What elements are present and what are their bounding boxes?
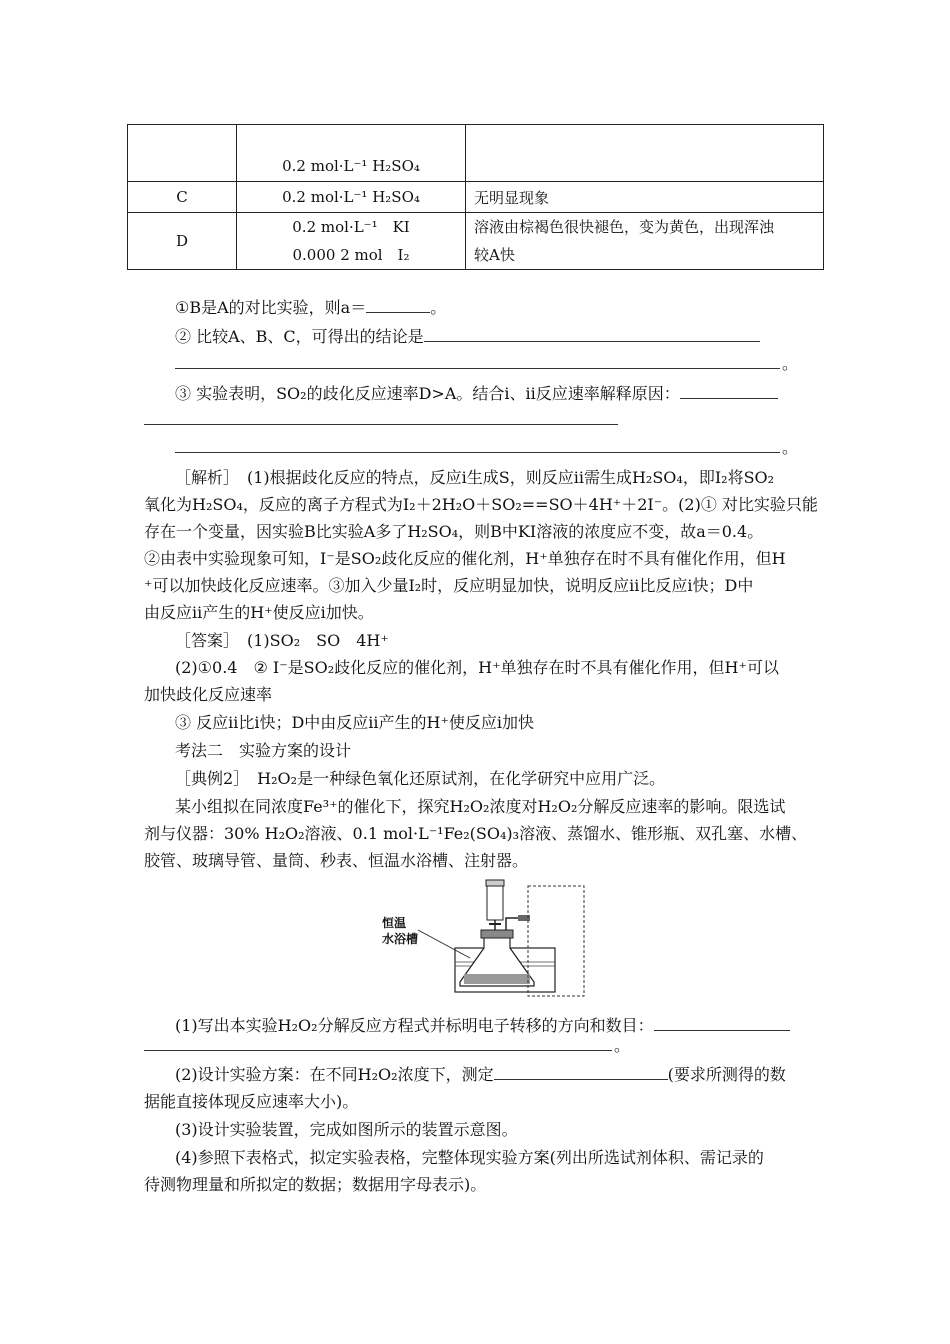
answer-line-text: (2)①0.4 ② I⁻是SO₂歧化反应的催化剂，H⁺单独存在时不具有催化作用，但H⁺可以 [175,658,779,677]
analysis-line: 存在一个变量，因实验B比实验A多了H₂SO₄，则B中KI溶液的浓度应不变，故a＝0.4。 [144,522,764,541]
question-text: (要求所测得的数 [667,1065,786,1084]
row-label: C [128,182,237,213]
answer-blank[interactable] [366,294,430,313]
example-line: ［典例2］ H₂O₂是一种绿色氧化还原试剂，在化学研究中应用广泛。 [175,769,666,788]
answer-line-text: 加快歧化反应速率 [144,685,273,704]
answer-line[interactable] [175,452,780,453]
answer-blank[interactable] [424,323,760,342]
period: 。 [782,354,799,373]
liquid [464,974,530,984]
reagent-cell [237,213,466,270]
question-text: ② 比较A、B、C，可得出的结论是 [175,327,424,346]
reagent-text: 0.2 mol·L⁻¹ H₂SO₄ [282,188,420,206]
analysis-line: 由反应ⅱ产生的H⁺使反应ⅰ加快。 [144,603,374,622]
example-line: 胶管、玻璃导管、量筒、秒表、恒温水浴槽、注射器。 [144,851,529,870]
part-3: (3)设计实验装置，完成如图所示的装置示意图。 [175,1120,518,1139]
part-2 [175,1061,786,1089]
answer-line[interactable] [175,368,780,369]
dashed-box [528,886,584,996]
label-text: 水浴槽 [382,932,419,946]
question-text: (2)设计实验方案：在不同H₂O₂浓度下，测定 [175,1065,494,1084]
question-1 [175,294,446,322]
section-heading: 考法二 实验方案的设计 [175,741,352,760]
experiment-table [127,124,824,270]
answer-line[interactable] [144,1050,612,1051]
answer-line-text: ③ 反应ⅱ比ⅰ快；D中由反应ⅱ产生的H⁺使反应ⅰ加快 [175,713,535,732]
table-row [128,213,824,270]
row-label [128,125,237,182]
table-row [128,182,824,213]
question-2 [175,323,760,351]
question-text: 据能直接体现反应速率大小)。 [144,1092,359,1111]
question-text: ③ 实验表明，SO₂的歧化反应速率D>A。结合ⅰ、ⅱ反应速率解释原因： [175,384,680,403]
phenomenon-text: 较A快 [474,246,515,264]
period: 。 [614,1036,631,1055]
reagent-text: 0.2 mol·L⁻¹ H₂SO₄ [282,157,420,175]
question-text: ①B是A的对比实验，则a＝ [175,298,367,317]
analysis-line: ⁺可以加快歧化反应速率。③加入少量I₂时，反应明显加快，说明反应ⅱ比反应ⅰ快；D中 [144,576,754,595]
row-label: D [128,213,237,270]
label-text: 恒温 [382,916,407,930]
answer-blank[interactable] [680,380,778,399]
reagent-text: 0.000 2 mol I₂ [292,246,410,264]
phenomenon-text: 无明显现象 [474,188,550,207]
phenomenon-cell [466,213,824,270]
answer-line-text: ［答案］ (1)SO₂ SO 4H⁺ [175,631,389,650]
apparatus-figure [378,878,588,998]
figure-label [382,915,418,947]
question-3 [175,380,778,408]
reagent-cell [237,182,466,213]
answer-line[interactable] [144,424,618,425]
example-line: 某小组拟在同浓度Fe³⁺的催化下，探究H₂O₂浓度对H₂O₂分解反应速率的影响。限选试 [175,797,786,816]
table-row [128,125,824,182]
analysis-line: ②由表中实验现象可知，I⁻是SO₂歧化反应的催化剂，H⁺单独存在时不具有催化作用，但H [144,549,786,568]
reagent-text: 0.2 mol·L⁻¹ KI [292,218,410,236]
reagent-cell [237,125,466,182]
phenomenon-text: 溶液由棕褐色很快褪色，变为黄色，出现浑浊 [474,218,775,236]
part-4-cont: 待测物理量和所拟定的数据；数据用字母表示)。 [144,1175,487,1194]
answer-blank[interactable] [494,1061,668,1080]
stopper [481,930,513,938]
dropping-funnel [487,884,503,920]
part-1 [175,1012,790,1040]
part-4: (4)参照下表格式，拟定实验表格，完整体现实验方案(列出所选试剂体积、需记录的 [175,1148,764,1167]
question-text: (1)写出本实验H₂O₂分解反应方程式并标明电子转移的方向和数目： [175,1016,654,1035]
analysis-line: 氧化为H₂SO₄，反应的离子方程式为I₂＋2H₂O＋SO₂==SO＋4H⁺＋2I⁻。(2)① 对比实验只能 [144,495,818,514]
answer-blank[interactable] [654,1012,790,1031]
phenomenon-cell [466,125,824,182]
period: 。 [782,438,799,457]
example-line: 剂与仪器：30% H₂O₂溶液、0.1 mol·L⁻¹Fe₂(SO₄)₃溶液、蒸馏水、锥形瓶、双孔塞、水槽、 [144,824,808,843]
analysis-line: ［解析］ (1)根据歧化反应的特点，反应ⅰ生成S，则反应ⅱ需生成H₂SO₄，即I₂将SO₂ [175,468,775,487]
phenomenon-cell [466,182,824,213]
period: 。 [430,298,447,317]
